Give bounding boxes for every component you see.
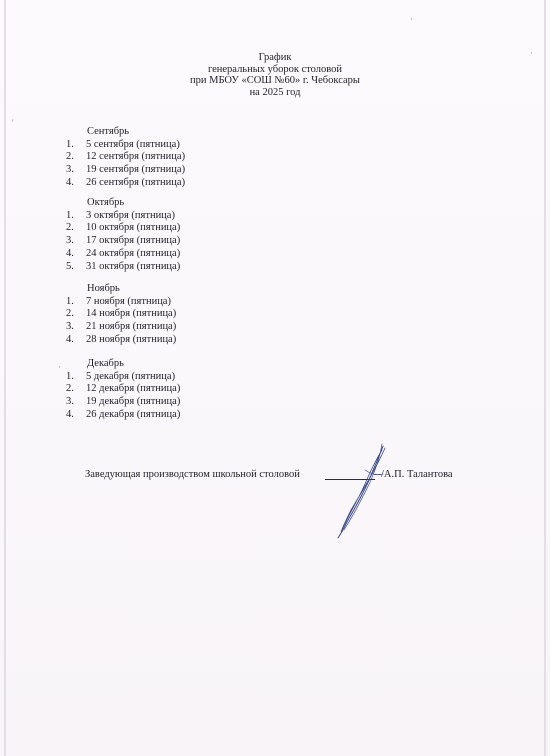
item-number: 4. — [66, 176, 74, 188]
month-section-november — [60, 283, 176, 347]
scan-speck: · — [530, 48, 533, 58]
scan-edge-left — [4, 0, 6, 756]
item-text: 3 октября (пятница) — [86, 209, 175, 221]
item-text: 5 сентября (пятница) — [86, 138, 180, 150]
item-number: 2. — [66, 222, 74, 234]
item-number: 2. — [66, 383, 74, 395]
item-text: 14 ноября (пятница) — [86, 308, 177, 320]
item-text: 10 октября (пятница) — [86, 222, 181, 234]
item-number: 4. — [66, 333, 74, 345]
list-item — [60, 409, 180, 422]
month-section-october — [60, 197, 180, 273]
item-text: 24 октября (пятница) — [86, 247, 181, 259]
list-item — [60, 296, 176, 309]
item-number: 3. — [66, 235, 74, 247]
item-number: 2. — [66, 308, 74, 320]
handwritten-signature — [325, 440, 405, 540]
list-item — [60, 334, 176, 347]
item-number: 2. — [66, 151, 74, 163]
list-item — [60, 210, 180, 223]
item-number: 3. — [66, 164, 74, 176]
item-text: 28 ноября (пятница) — [86, 333, 177, 345]
item-text: 12 сентября (пятница) — [86, 151, 186, 163]
list-item — [60, 371, 180, 384]
list-item — [60, 177, 185, 190]
scan-edge-right — [544, 0, 546, 756]
month-title: Декабрь — [87, 358, 124, 369]
list-item — [60, 261, 180, 274]
item-number: 1. — [66, 209, 74, 221]
list-item — [60, 383, 180, 396]
title-line-1: График — [258, 52, 292, 63]
list-item — [60, 396, 180, 409]
item-number: 3. — [66, 396, 74, 408]
item-text: 12 декабря (пятница) — [86, 383, 181, 395]
month-title: Октябрь — [87, 197, 125, 208]
title-line-3: при МБОУ «СОШ №60» г. Чебоксары — [190, 75, 360, 86]
item-number: 4. — [66, 408, 74, 420]
item-text: 5 декабря (пятница) — [86, 370, 176, 382]
item-text: 19 декабря (пятница) — [86, 396, 181, 408]
month-section-december — [60, 358, 180, 422]
item-number: 5. — [66, 260, 74, 272]
item-number: 1. — [66, 370, 74, 382]
signatory-position: Заведующая производством школьной столовой — [85, 469, 300, 480]
item-text: 21 ноября (пятница) — [86, 321, 177, 333]
item-text: 26 сентября (пятница) — [86, 176, 186, 188]
item-text: 19 сентября (пятница) — [86, 164, 186, 176]
title-line-4: на 2025 год — [249, 86, 301, 98]
date-list — [60, 210, 180, 274]
item-number: 4. — [66, 247, 74, 259]
month-title: Ноябрь — [87, 283, 120, 294]
document-title — [0, 52, 550, 98]
scan-speck: ' — [12, 118, 14, 128]
item-text: 26 декабря (пятница) — [86, 408, 181, 420]
list-item — [60, 222, 180, 235]
month-section-september — [60, 126, 185, 190]
list-item — [60, 139, 185, 152]
list-item — [60, 235, 180, 248]
date-list — [60, 371, 180, 422]
list-item — [60, 308, 176, 321]
scan-speck: · — [58, 362, 61, 372]
signatory-name: --/А.П. Талантова — [374, 469, 453, 480]
list-item — [60, 248, 180, 261]
title-line-2: генеральных уборок столовой — [207, 63, 343, 75]
date-list — [60, 296, 176, 347]
list-item — [60, 151, 185, 164]
list-item — [60, 321, 176, 334]
item-number: 1. — [66, 295, 74, 307]
item-text: 31 октября (пятница) — [86, 260, 181, 272]
scan-speck: · — [410, 14, 413, 24]
item-number: 3. — [66, 321, 74, 333]
item-number: 1. — [66, 138, 74, 150]
item-text: 7 ноября (пятница) — [86, 295, 171, 307]
month-title: Сентябрь — [87, 126, 130, 137]
list-item — [60, 164, 185, 177]
date-list — [60, 139, 185, 190]
item-text: 17 октября (пятница) — [86, 235, 181, 247]
